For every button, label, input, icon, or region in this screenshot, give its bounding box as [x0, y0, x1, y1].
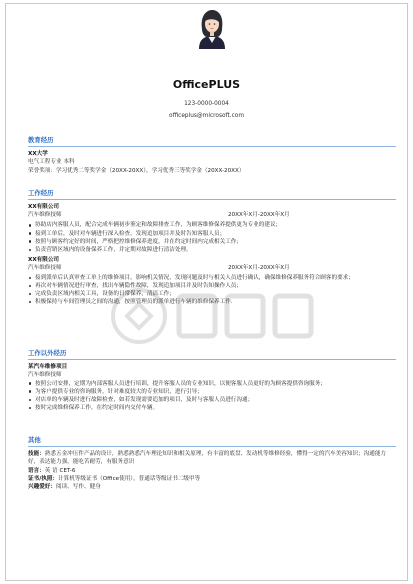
list-item: 按照与顾客约定好的时间，严格把控维修保养进度，并在约定时间内完成相关工作；: [28, 238, 396, 246]
major: 电气工程专业 本科: [28, 159, 75, 166]
job-meta: [28, 264, 396, 274]
phone-number: 123-0000-0004: [184, 101, 229, 107]
job-period: 20XX年X月-20XX年X月: [228, 264, 290, 271]
avatar: [191, 7, 233, 49]
project-duties: [28, 380, 396, 412]
other-section: [28, 436, 396, 491]
skills-label: 技能：: [28, 451, 45, 458]
job-duties: [28, 274, 396, 306]
job-position: 汽车维修技师: [28, 264, 62, 271]
hobbies-text: 阅读、写作、健身: [55, 483, 101, 490]
skills-text: 熟悉五金冲压件产品的设计，熟悉熟悉汽车理论知识和相关原理，有丰富的底盘、发动机等维修经验，懂得一定的汽车美容知识；沟通能力好，表达能力强，能吃苦耐劳，有服务意识: [28, 451, 387, 466]
job-entry: [28, 203, 396, 254]
candidate-name: OfficePLUS: [172, 78, 241, 91]
list-item: 负责营销区域内的设备保养工作，并定期对故障进行清洁处理。: [28, 246, 396, 254]
section-title-work: 工作经历: [28, 189, 396, 200]
job-entry: [28, 256, 396, 307]
list-item: 完成负责区域内相关工具，设备的日常保养，清洁工作；: [28, 290, 396, 298]
list-item: 按照公司安排，定期为内部客服人员进行培训，提升客服人员的专业知识，以便客服人员更好的为顾客提供咨询服务；: [28, 380, 396, 388]
hobbies: [28, 483, 396, 491]
resume-page: [5, 3, 408, 581]
languages-text: 英 语 CET-6: [44, 467, 76, 474]
section-title-other: 其他: [28, 436, 396, 447]
school-name: XX大学: [28, 151, 48, 158]
project-position: 汽车维修技师: [28, 372, 62, 379]
job-meta: [28, 211, 396, 221]
education-section: [28, 136, 396, 175]
company-name: XX有限公司: [28, 256, 60, 263]
extra-experience-section: [28, 349, 396, 412]
awards: 荣誉奖项：学习优秀二等奖学金（20XX-20XX），学习优秀三等奖学金（20XX-20XX）: [28, 167, 245, 174]
list-item: 接到派单后认真审查工单上的维修项目，影响机关情况，发现问题及时与相关人员进行确认，确保维修保养服务符合顾客的要求；: [28, 274, 396, 282]
languages-label: 语言：: [28, 467, 45, 474]
hobbies-label: 兴趣爱好：: [28, 483, 56, 490]
section-title-education: 教育经历: [28, 136, 396, 147]
project-name: 某汽车维修项目: [28, 364, 68, 371]
skills: [28, 450, 396, 466]
list-item: 再次对车辆情况进行审查，找出车辆隐性故障，发现追加项目并及时告知操作人员；: [28, 282, 396, 290]
list-item: 协助店内客服人员，配合完成车辆初步鉴定和故障排查工作，为顾客维修保养提供更为专业的建议；: [28, 221, 396, 229]
email-address: officeplus@microsoft.com: [169, 113, 244, 119]
list-item: 对店单的车辆及时进行故障检查，如若发现需要追加的项目，及时与客服人员进行沟通；: [28, 396, 396, 404]
job-position: 汽车维修技师: [28, 212, 62, 219]
work-section: [28, 189, 396, 306]
certificates: [28, 475, 396, 483]
certificates-label: 证书/执照：: [28, 475, 59, 482]
list-item: 接到工单后，及时对车辆进行深入检查，发现追加项目并及时告知客服人员；: [28, 230, 396, 238]
list-item: 按时完成维修保养工作，在约定时间内交付车辆。: [28, 404, 396, 412]
certificates-text: 计算机等级证书（Office使用），普通话等级证书二级甲等: [58, 475, 201, 482]
job-duties: [28, 221, 396, 253]
job-period: 20XX年X月-20XX年X月: [228, 212, 290, 219]
list-item: 为客户提供专业的咨询服务，针对难度较大的专业知识，进行引导；: [28, 388, 396, 396]
list-item: 积极保持与车间管理员之间的沟通，按照管理员的派单进行车辆的维修保养工作.: [28, 298, 396, 306]
section-title-extra: 工作以外经历: [28, 349, 396, 360]
languages: [28, 467, 396, 475]
company-name: XX有限公司: [28, 204, 60, 211]
